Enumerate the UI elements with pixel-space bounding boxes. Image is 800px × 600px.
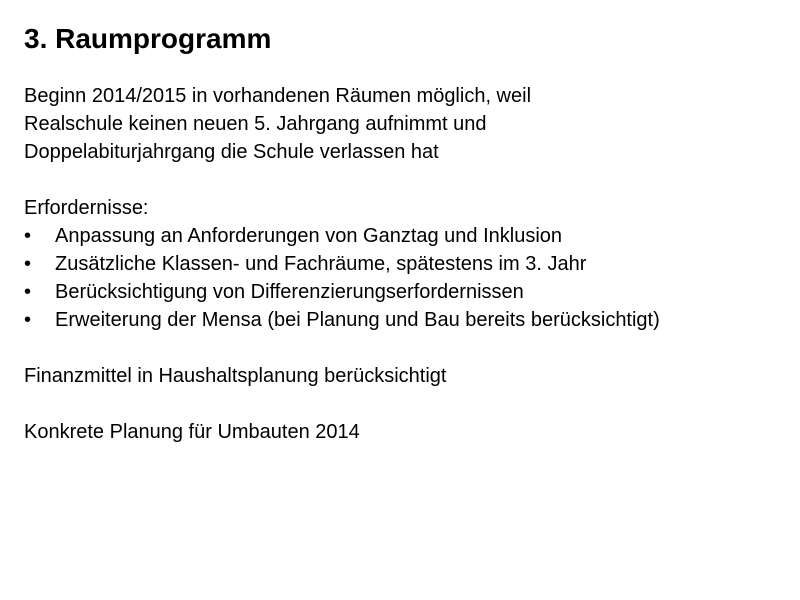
- spacer: [24, 390, 784, 418]
- bullet-icon: •: [24, 281, 32, 303]
- bullet-icon: •: [24, 253, 32, 275]
- intro-line-3: Doppelabiturjahrgang die Schule verlassen hat: [24, 141, 439, 163]
- slide-title: 3. Raumprogramm: [24, 23, 272, 54]
- spacer: [24, 166, 784, 194]
- requirements-list: [24, 222, 784, 334]
- bullet-icon: •: [24, 225, 32, 247]
- requirements-heading: Erfordernisse:: [24, 197, 149, 219]
- slide-body: [24, 82, 784, 446]
- requirement-text: Zusätzliche Klassen- und Fachräume, spätestens im 3. Jahr: [55, 253, 587, 275]
- requirement-item: [24, 222, 784, 250]
- bullet-icon: •: [24, 309, 32, 331]
- requirement-text: Berücksichtigung von Differenzierungserfordernissen: [55, 281, 524, 303]
- spacer: [24, 334, 784, 362]
- requirement-item: [24, 250, 784, 278]
- finance-note: Finanzmittel in Haushaltsplanung berücksichtigt: [24, 365, 447, 387]
- planning-note: Konkrete Planung für Umbauten 2014: [24, 421, 360, 443]
- requirement-text: Erweiterung der Mensa (bei Planung und Bau bereits berücksichtigt): [55, 309, 660, 331]
- requirement-item: [24, 306, 784, 334]
- intro-line-2: Realschule keinen neuen 5. Jahrgang aufnimmt und: [24, 113, 487, 135]
- requirement-item: [24, 278, 784, 306]
- intro-line-1: Beginn 2014/2015 in vorhandenen Räumen möglich, weil: [24, 85, 532, 107]
- requirement-text: Anpassung an Anforderungen von Ganztag und Inklusion: [55, 225, 563, 247]
